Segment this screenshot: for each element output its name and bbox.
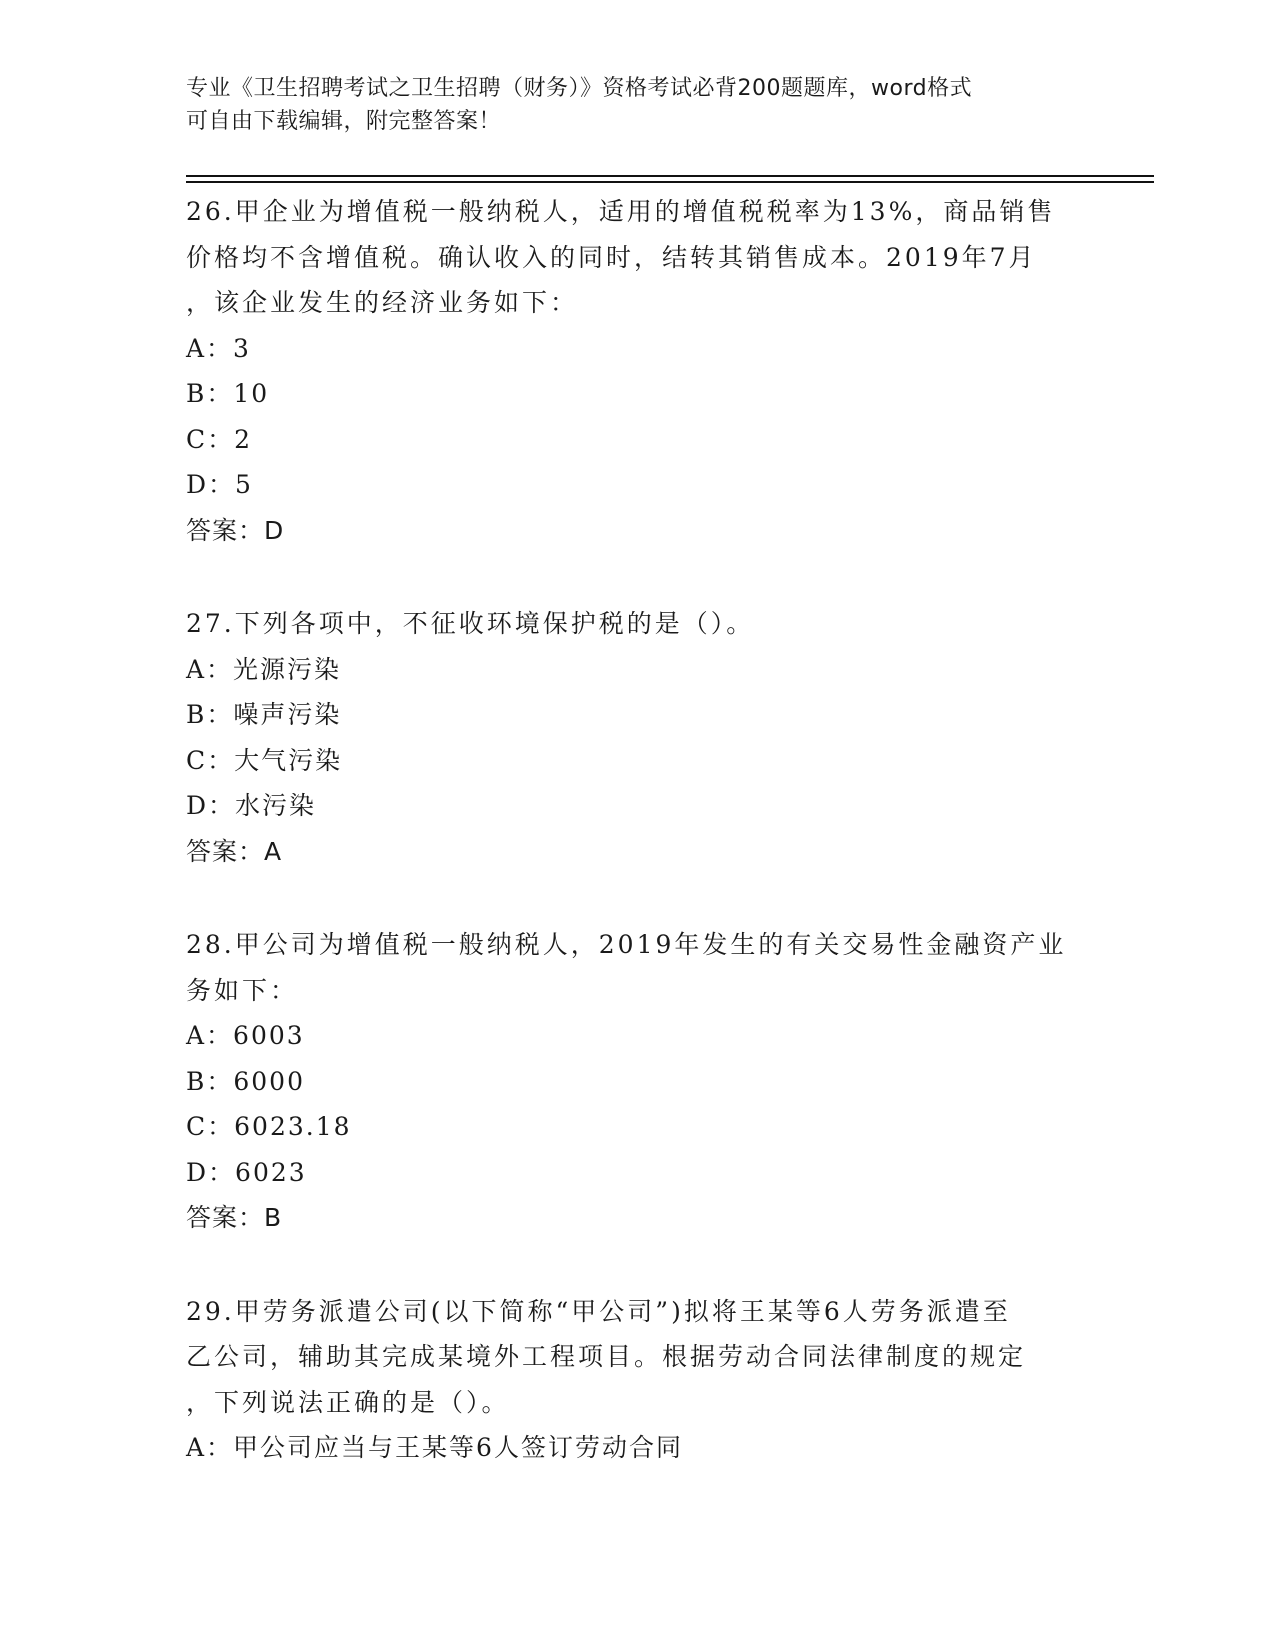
option-c: C：6023.18	[186, 1112, 352, 1141]
header-divider-top	[186, 175, 1154, 177]
question-text-line: ，下列说法正确的是（）。	[186, 1387, 510, 1417]
question-28	[186, 922, 1086, 1241]
option-a: A：3	[186, 333, 251, 363]
question-text-line: 27.下列各项中，不征收环境保护税的是（）。	[186, 609, 755, 638]
header-line: 专业《卫生招聘考试之卫生招聘（财务）》资格考试必背200题题库，word格式	[186, 76, 973, 101]
option-b: B：10	[186, 379, 270, 408]
question-list	[186, 189, 1086, 1519]
answer-line: 答案：D	[186, 515, 285, 545]
question-26	[186, 189, 1086, 553]
option-d: D：5	[186, 470, 253, 499]
option-c: C：2	[186, 424, 253, 454]
question-text-line: 务如下：	[186, 975, 299, 1005]
header-divider-bottom	[186, 181, 1154, 183]
question-text-line: 乙公司，辅助其完成某境外工程项目。根据劳动合同法律制度的规定	[186, 1342, 1027, 1371]
answer-line: 答案：A	[186, 836, 283, 866]
question-text-line: 28.甲公司为增值税一般纳税人，2019年发生的有关交易性金融资产业	[186, 930, 1067, 959]
header-line: 可自由下载编辑，附完整答案！	[186, 109, 502, 134]
option-b: B：6000	[186, 1066, 305, 1096]
answer-line: 答案：B	[186, 1203, 283, 1232]
option-a: A：甲公司应当与王某等6人签订劳动合同	[186, 1433, 683, 1462]
option-b: B：噪声污染	[186, 700, 342, 729]
question-text-line: ，该企业发生的经济业务如下：	[186, 288, 579, 317]
option-d: D：6023	[186, 1157, 307, 1187]
option-c: C：大气污染	[186, 745, 343, 775]
option-a: A：6003	[186, 1021, 305, 1050]
question-text-line: 价格均不含增值税。确认收入的同时，结转其销售成本。2019年7月	[186, 242, 1037, 272]
question-27	[186, 601, 1086, 874]
option-a: A：光源污染	[186, 654, 342, 684]
option-d: D：水污染	[186, 791, 317, 820]
question-29	[186, 1289, 1086, 1471]
document-header	[186, 72, 1066, 138]
question-text-line: 26.甲企业为增值税一般纳税人，适用的增值税税率为13%，商品销售	[186, 197, 1056, 226]
question-text-line: 29.甲劳务派遣公司(以下简称“甲公司”)拟将王某等6人劳务派遣至	[186, 1296, 1011, 1326]
